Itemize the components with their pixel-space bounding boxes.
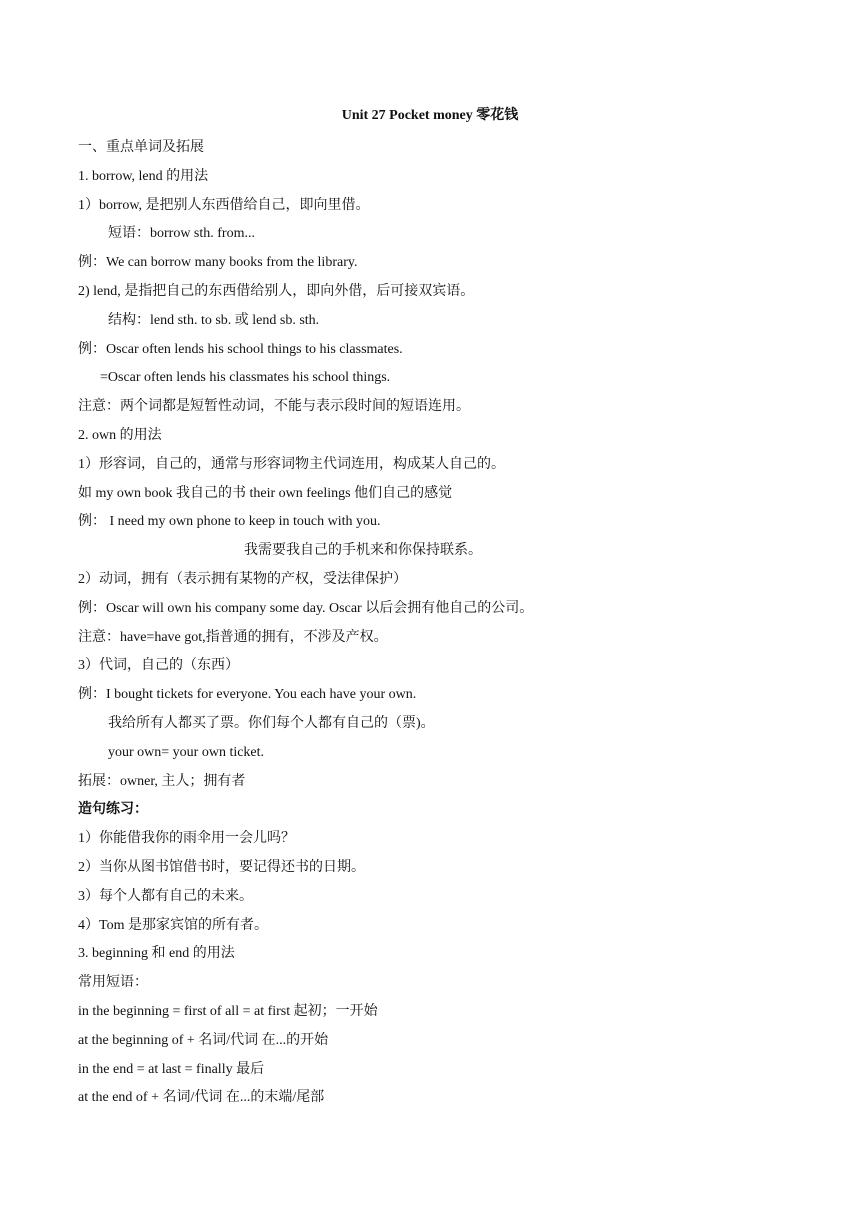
item-heading-borrow-lend: 1. borrow, lend 的用法: [78, 168, 209, 184]
example-line: 例：I bought tickets for everyone. You each have your own.: [78, 687, 417, 703]
example-line: =Oscar often lends his classmates his school things.: [100, 370, 391, 386]
text-line: 1）形容词，自己的，通常与形容词物主代词连用，构成某人自己的。: [78, 456, 505, 472]
translation-line: 我给所有人都买了票。你们每个人都有自己的（票)。: [108, 715, 435, 731]
phrase-line: in the end = at last = finally 最后: [78, 1061, 265, 1077]
practice-item: 3）每个人都有自己的未来。: [78, 888, 253, 904]
practice-item: 4）Tom 是那家宾馆的所有者。: [78, 917, 268, 933]
note-line: 注意：两个词都是短暂性动词，不能与表示段时间的短语连用。: [78, 399, 470, 415]
practice-item: 2）当你从图书馆借书时，要记得还书的日期。: [78, 859, 365, 875]
document-body: [78, 134, 798, 1113]
text-line: 1）borrow, 是把别人东西借给自己，即向里借。: [78, 197, 370, 213]
phrase-line: at the beginning of + 名词/代词 在...的开始: [78, 1032, 329, 1048]
note-line: 注意：have=have got,指普通的拥有，不涉及产权。: [78, 629, 388, 645]
example-line: 例：We can borrow many books from the library.: [78, 255, 358, 271]
text-line: 如 my own book 我自己的书 their own feelings 他们自己的感觉: [78, 485, 453, 501]
text-line: 3）代词，自己的（东西）: [78, 658, 239, 674]
phrase-line: at the end of + 名词/代词 在...的末端/尾部: [78, 1090, 325, 1106]
practice-item: 1）你能借我你的雨伞用一会儿吗？: [78, 831, 295, 847]
document-title: Unit 27 Pocket money 零花钱: [341, 108, 519, 123]
text-line: 常用短语：: [78, 975, 148, 991]
item-heading-own: 2. own 的用法: [78, 427, 162, 443]
section-heading-vocabulary: 一、重点单词及拓展: [78, 140, 204, 155]
practice-heading: 造句练习：: [78, 802, 148, 818]
example-line: 例：Oscar will own his company some day. Oscar 以后会拥有他自己的公司。: [78, 600, 534, 616]
text-line: 2) lend, 是指把自己的东西借给别人，即向外借，后可接双宾语。: [78, 283, 475, 299]
item-heading-beginning-end: 3. beginning 和 end 的用法: [78, 946, 235, 962]
text-line: 短语：borrow sth. from...: [108, 226, 255, 242]
text-line: your own= your own ticket.: [108, 744, 265, 760]
extension-line: 拓展：owner, 主人；拥有者: [78, 773, 246, 789]
translation-line: 我需要我自己的手机来和你保持联系。: [244, 543, 482, 559]
text-line: 2）动词，拥有（表示拥有某物的产权，受法律保护）: [78, 571, 407, 587]
example-line: 例： I need my own phone to keep in touch with you.: [78, 514, 381, 530]
phrase-line: in the beginning = first of all = at first 起初；一开始: [78, 1003, 378, 1019]
text-line: 结构：lend sth. to sb. 或 lend sb. sth.: [108, 312, 320, 328]
example-line: 例：Oscar often lends his school things to his classmates.: [78, 341, 403, 357]
